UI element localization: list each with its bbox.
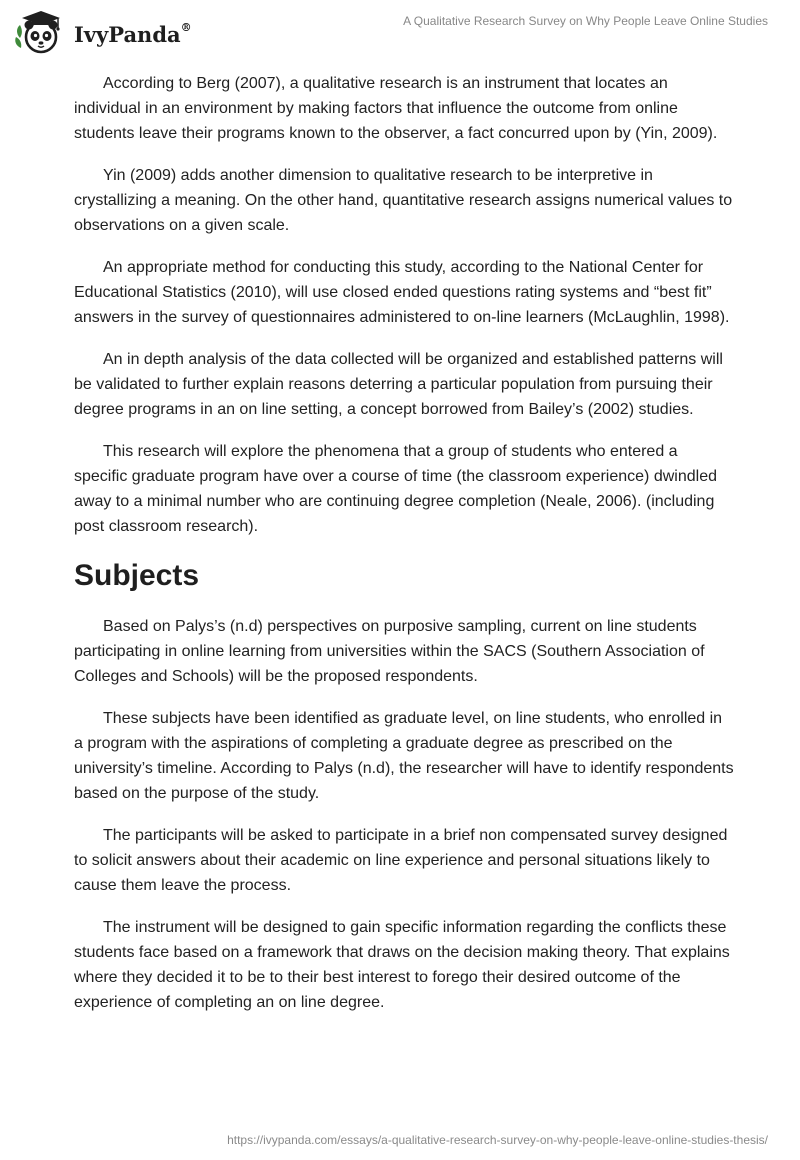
ivypanda-logo[interactable] [14,8,192,56]
paragraph: The participants will be asked to participate in a brief non compensated survey designed to solicit answers about their academic on line experience and personal situations likely to cause them leave the process. [74,827,728,894]
brand-name-text: IvyPanda [74,21,181,47]
paragraph: Based on Palys’s (n.d) perspectives on purposive sampling, current on line students participating in online learning from universities within the SACS (Southern Association of Colleges and Schools) will be the proposed respondents. [74,618,705,685]
paragraph: The instrument will be designed to gain specific information regarding the conflicts these students face based on a framework that draws on the decision making theory. That explains where they decided it to be to their best interest to forego their desired outcome of the experience of completing an on line degree. [74,919,730,1011]
source-url-link[interactable]: https://ivypanda.com/essays/a-qualitative-research-survey-on-why-people-leave-online-studies-thesis/ [227,1133,768,1147]
article-body [74,71,734,1032]
page-header [0,0,800,60]
paragraph: An in depth analysis of the data collected will be organized and established patterns will be validated to further explain reasons deterring a particular population from pursuing their degree programs in an on line setting, a concept borrowed from Bailey’s (2002) studies. [74,351,723,418]
paragraph: These subjects have been identified as graduate level, on line students, who enrolled in a program with the aspirations of completing a graduate degree as prescribed on the university’s timeline. According to Palys (n.d), the researcher will have to identify respondents based on the purpose of the study. [74,710,734,802]
paragraph: This research will explore the phenomena that a group of students who entered a specific graduate program have over a course of time (the classroom experience) dwindled away to a minimal number who are continuing degree completion (Neale, 2006). (including post classroom research). [74,443,717,535]
document-title: A Qualitative Research Survey on Why People Leave Online Studies [403,14,768,28]
brand-name [74,22,192,47]
panda-graduation-cap-icon [14,8,68,56]
section-heading-subjects: Subjects [74,559,200,592]
paragraph: Yin (2009) adds another dimension to qualitative research to be interpretive in crystallizing a meaning. On the other hand, quantitative research assigns numerical values to observations on a given scale. [74,167,733,234]
paragraph: According to Berg (2007), a qualitative research is an instrument that locates an individual in an environment by making factors that influence the outcome from online students leave their programs known to the observer, a fact concurred upon by (Yin, 2009). [74,75,718,142]
registered-mark: ® [180,20,192,34]
paragraph: An appropriate method for conducting this study, according to the National Center for Educational Statistics (2010), will use closed ended questions rating systems and “best fit” answers in the survey of questionnaires administered to on-line learners (McLaughlin, 1998). [74,259,730,326]
